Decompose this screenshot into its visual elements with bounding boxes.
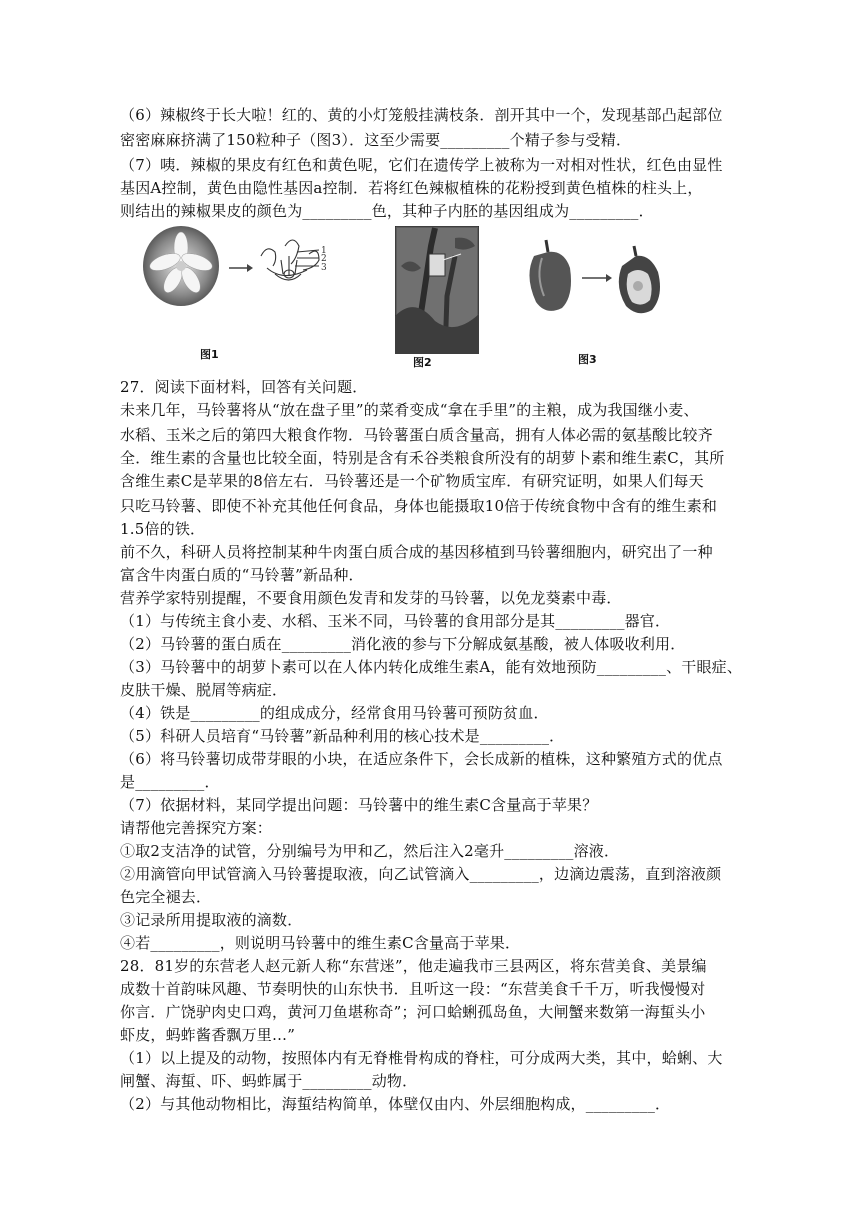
whole-pepper <box>529 252 571 311</box>
q27-line-23: 色完全褪去． <box>120 888 212 906</box>
q28-line-4: 虾皮，蚂蚱酱香飘万里…” <box>120 1026 296 1044</box>
figure-3-caption: 图3 <box>578 353 597 366</box>
pepper-illustration <box>524 236 674 346</box>
q27-line-3: 水稻、玉米之后的第四大粮食作物．马铃薯蛋白质含量高，拥有人体必需的氨基酸比较齐 <box>120 426 713 444</box>
q28-line-1: 28．81岁的东营老人赵元新人称“东营迷”，他走遍我市三县两区，将东营美食、美景编 <box>120 957 707 975</box>
q27-line-10: 营养学家特别提醒，不要食用颜色发青和发芽的马铃薯，以免龙葵素中毒． <box>120 589 622 607</box>
q27-line-21: ①取2支洁净的试管，分别编号为甲和乙，然后注入2毫升_________溶液． <box>120 842 620 860</box>
plant-photo <box>395 226 479 354</box>
q26-line-4: 基因A控制，黄色由隐性基因a控制．若将红色辣椒植株的花粉授到黄色植株的柱头上， <box>120 179 703 197</box>
q26-line-2: 密密麻麻挤满了150粒种子（图3）．这至少需要_________个精子参与受精． <box>120 131 632 149</box>
q27-line-13: （3）马铃薯中的胡萝卜素可以在人体内转化成维生素A，能有效地预防_________、干眼症、 <box>120 658 743 676</box>
q27-line-20: 请帮他完善探究方案： <box>120 819 273 837</box>
q28-line-5: （1）以上提及的动物，按照体内有无脊椎骨构成的脊柱，可分成两大类，其中，蛤蜊、大 <box>120 1049 723 1067</box>
flower-illustration <box>143 226 353 362</box>
q27-line-6: 只吃马铃薯、即使不补充其他任何食品，身体也能摄取10倍于传统食物中含有的维生素和 <box>120 497 718 515</box>
q27-line-11: （1）与传统主食小麦、水稻、玉米不同，马铃薯的食用部分是其_________器官． <box>120 612 671 630</box>
q28-line-6: 闸蟹、海蜇、吓、蚂蚱属于_________动物． <box>120 1072 418 1090</box>
q27-line-19: （7）依据材料，某同学提出问题：马铃薯中的维生素C含量高于苹果？ <box>120 796 598 814</box>
q27-line-25: ④若_________，则说明马铃薯中的维生素C含量高于苹果． <box>120 934 521 952</box>
q27-line-7: 1.5倍的铁． <box>120 520 206 538</box>
q27-line-24: ③记录所用提取液的滴数． <box>120 911 303 929</box>
figure-3 <box>524 236 674 346</box>
q27-line-12: （2）马铃薯的蛋白质在_________消化液的参与下分解成氨基酸，被人体吸收利用． <box>120 635 686 653</box>
q28-line-3: 你言．广饶驴肉史口鸡，黄河刀鱼堪称奇”；河口蛤蜊孤岛鱼，大闸蟹来数第一海蜇头小 <box>120 1003 706 1021</box>
figure-2-caption: 图2 <box>413 356 432 369</box>
q27-line-15: （4）铁是_________的组成成分，经常食用马铃薯可预防贫血． <box>120 704 549 722</box>
q27-line-2: 未来几年，马铃薯将从“放在盘子里”的菜肴变成“拿在手里”的主粮，成为我国继小麦、 <box>120 401 699 419</box>
q27-line-16: （5）科研人员培育“马铃薯”新品种利用的核心技术是_________． <box>120 727 565 745</box>
fig1-label-3: 3 <box>321 263 327 273</box>
q27-line-14: 皮肤干燥、脱屑等病症． <box>120 681 288 699</box>
q28-line-7: （2）与其他动物相比，海蜇结构简单，体壁仅由内、外层细胞构成，_________． <box>120 1095 671 1113</box>
q27-line-22: ②用滴管向甲试管滴入马铃薯提取液，向乙试管滴入_________，边滴边震荡，直到溶液颜 <box>120 865 722 883</box>
q27-line-5: 含维生素C是苹果的8倍左右．马铃薯还是一个矿物质宝库．有研究证明，如果人们每天 <box>120 472 704 490</box>
q27-line-1: 27．阅读下面材料，回答有关问题． <box>120 378 368 396</box>
q27-line-17: （6）将马铃薯切成带芽眼的小块，在适应条件下，会长成新的植株，这种繁殖方式的优点 <box>120 750 723 768</box>
figure-1-caption: 图1 <box>200 348 219 361</box>
figure-2 <box>395 226 479 354</box>
q28-line-2: 成数十首韵味风趣、节奏明快的山东快书．且听这一段：“东营美食千千万，听我慢慢对 <box>120 980 706 998</box>
q27-line-8: 前不久，科研人员将控制某种牛肉蛋白质合成的基因移植到马铃薯细胞内，研究出了一种 <box>120 543 713 561</box>
fig1-label-1: 1 <box>321 246 327 256</box>
q26-line-1: （6）辣椒终于长大啦！红的、黄的小灯笼般挂满枝条．剖开其中一个，发现基部凸起部位 <box>120 106 723 124</box>
q26-line-5: 则结出的辣椒果皮的颜色为_________色，其种子内胚的基因组成为_________． <box>120 202 654 220</box>
q27-line-4: 全．维生素的含量也比较全面，特别是含有禾谷类粮食所没有的胡萝卜素和维生素C，其所 <box>120 449 725 467</box>
q27-line-18: 是_________． <box>120 773 220 791</box>
flower-diagram <box>261 240 319 280</box>
q27-line-9: 富含牛肉蛋白质的“马铃薯”新品种． <box>120 566 364 584</box>
q26-line-3: （7）咦．辣椒的果皮有红色和黄色呢，它们在遗传学上被称为一对相对性状，红色由显性 <box>120 156 723 174</box>
figure-1 <box>143 226 353 362</box>
fig1-label-2: 2 <box>321 254 327 264</box>
